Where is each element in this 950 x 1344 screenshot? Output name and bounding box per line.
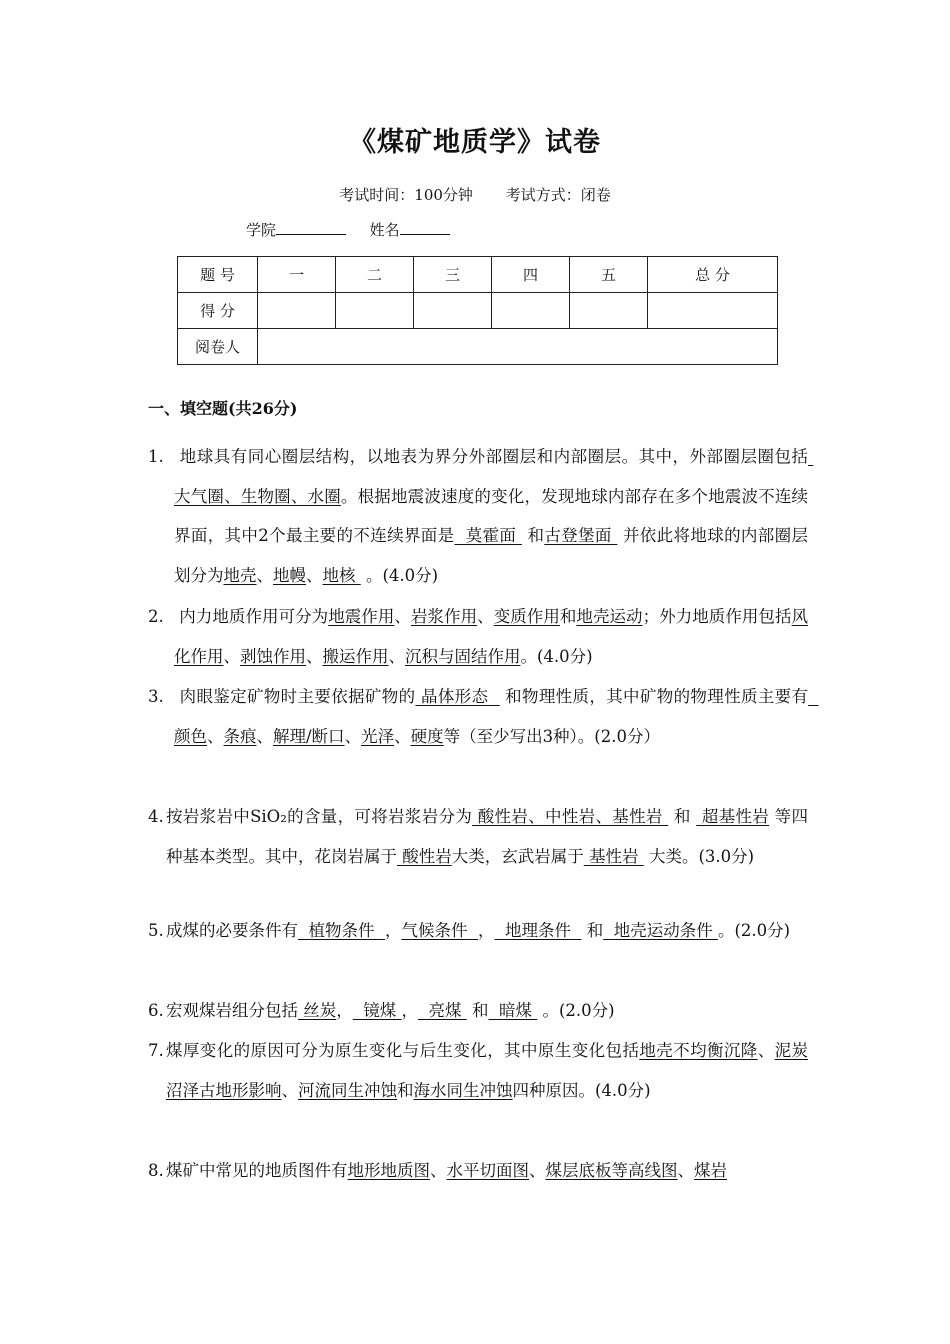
answer-blank[interactable]: 风化作用 xyxy=(174,607,809,666)
question-fragment: 、 xyxy=(207,726,224,746)
answer-blank[interactable]: 岩浆作用 xyxy=(410,607,478,626)
score-cell[interactable] xyxy=(336,293,414,329)
question-fragment: 等四种基本类型。其中，花岗岩属于 xyxy=(166,807,808,866)
answer-blank[interactable]: 地理条件 xyxy=(494,921,582,940)
table-cell: 四 xyxy=(492,257,570,293)
question-fragment: 等（至少写出3种）。(2.0分） xyxy=(443,726,660,746)
question-fragment: 。(4.0分) xyxy=(360,566,439,586)
table-cell: 题 号 xyxy=(178,257,258,293)
answer-blank[interactable]: 莫霍面 xyxy=(454,526,522,546)
answer-blank[interactable]: 酸性岩 xyxy=(397,846,452,866)
question-fragment: 并依此将地球的内部圈层划分为 xyxy=(174,526,808,586)
answer-blank[interactable]: 酸性岩、中性岩、基性岩 xyxy=(472,807,669,826)
question-fragment: 内力地质作用可分为 xyxy=(174,607,329,626)
question-fragment: 和 xyxy=(559,607,577,626)
question-fragment: 、 xyxy=(677,1161,694,1180)
answer-blank[interactable]: 地壳 xyxy=(223,566,257,586)
answer-blank[interactable]: 植物条件 xyxy=(298,921,385,940)
question-fragment: 和 xyxy=(397,1080,414,1100)
table-cell: 五 xyxy=(570,257,648,293)
question-fragment: 、 xyxy=(223,646,240,666)
question-fragment: 、 xyxy=(757,1041,775,1060)
question-text xyxy=(148,1151,808,1191)
question-5 xyxy=(148,911,808,951)
question-fragment: 、 xyxy=(256,566,273,586)
answer-blank[interactable]: 剥蚀作用 xyxy=(240,646,306,666)
section-heading: 一、填空题(共26分) xyxy=(148,399,298,418)
question-text xyxy=(148,991,808,1031)
table-cell: 三 xyxy=(414,257,492,293)
table-row xyxy=(178,257,778,293)
question-fragment: 、 xyxy=(388,646,405,666)
table-cell: 一 xyxy=(258,257,336,293)
question-fragment: 。(2.0分) xyxy=(717,921,791,940)
student-id-line xyxy=(246,219,450,240)
question-6 xyxy=(148,991,808,1031)
question-fragment: 肉眼鉴定矿物时主要依据矿物的 xyxy=(174,687,416,706)
name-label: 姓名 xyxy=(369,221,400,239)
question-fragment: ， xyxy=(401,1001,418,1020)
answer-blank[interactable]: 古登堡面 xyxy=(544,526,618,546)
exam-meta xyxy=(0,184,950,205)
answer-blank[interactable]: 超基性岩 xyxy=(696,807,770,826)
question-number: 8. xyxy=(148,1161,164,1180)
question-text xyxy=(148,1031,808,1110)
question-fragment: 。根据地震波速度的变化，发现地球内部存在多个地震波不连续界面，其中2个最主要的不连续界面是 xyxy=(174,486,809,546)
question-fragment: 成煤的必要条件有 xyxy=(166,921,298,940)
table-row xyxy=(178,293,778,329)
question-3 xyxy=(148,677,819,756)
question-text xyxy=(148,911,808,951)
table-cell: 阅卷人 xyxy=(178,329,258,365)
question-number: 6. xyxy=(148,1001,164,1020)
answer-blank[interactable]: 光泽 xyxy=(361,726,395,746)
answer-blank[interactable]: 煤岩 xyxy=(694,1161,727,1180)
answer-blank[interactable]: 变质作用 xyxy=(493,607,560,626)
question-number: 7. xyxy=(148,1041,164,1060)
question-fragment: 、 xyxy=(430,1161,447,1180)
question-fragment: 和 xyxy=(521,526,545,546)
answer-blank[interactable]: 地形地质图 xyxy=(347,1161,430,1180)
question-fragment: 按岩浆岩中SiO₂的含量，可将岩浆岩分为 xyxy=(166,807,473,826)
question-fragment: ；外力地质作用包括 xyxy=(642,607,792,626)
question-fragment: 、 xyxy=(394,607,411,626)
answer-blank[interactable]: 条痕 xyxy=(223,726,257,746)
question-7 xyxy=(148,1031,808,1110)
question-fragment: 、 xyxy=(529,1161,546,1180)
answer-blank[interactable]: 地幔 xyxy=(273,566,306,586)
question-text xyxy=(148,797,808,876)
score-cell[interactable] xyxy=(492,293,570,329)
answer-blank[interactable]: 搬运作用 xyxy=(322,646,389,666)
question-fragment: 、 xyxy=(306,566,323,586)
question-number: 3. xyxy=(148,687,164,706)
question-fragment: 。(4.0分) xyxy=(520,646,593,666)
question-fragment: 和 xyxy=(581,921,604,940)
exam-mode: 考试方式：闭卷 xyxy=(505,186,611,204)
question-fragment: 大类，玄武岩属于 xyxy=(451,846,584,866)
score-cell[interactable] xyxy=(648,293,778,329)
question-fragment: 地球具有同心圈层结构，以地表为界分外部圈层和内部圈层。其中，外部圈层圈包括 xyxy=(174,447,809,466)
college-blank[interactable] xyxy=(276,220,346,235)
answer-blank[interactable]: 地壳运动 xyxy=(576,607,643,626)
answer-blank[interactable]: 地核 xyxy=(322,566,361,586)
answer-blank[interactable]: 气候条件 xyxy=(401,921,478,940)
answer-blank[interactable]: 海水同生冲蚀 xyxy=(413,1080,513,1100)
answer-blank[interactable]: 水平切面图 xyxy=(446,1161,529,1180)
question-fragment: 煤厚变化的原因可分为原生变化与后生变化，其中原生变化包括 xyxy=(166,1041,640,1060)
question-number: 1. xyxy=(148,447,164,466)
table-row xyxy=(178,329,778,365)
answer-blank[interactable]: 沉积与固结作用 xyxy=(405,646,521,666)
answer-blank[interactable]: 丝炭 xyxy=(298,1001,337,1020)
question-fragment: 、 xyxy=(477,607,494,626)
question-2 xyxy=(148,597,808,676)
question-fragment: ， xyxy=(336,1001,353,1020)
exam-title: 《煤矿地质学》试卷 xyxy=(349,127,601,158)
score-cell[interactable] xyxy=(258,293,336,329)
question-text xyxy=(148,437,814,596)
question-4 xyxy=(148,797,808,876)
answer-blank[interactable]: 亮煤 xyxy=(418,1001,467,1020)
question-fragment: 、 xyxy=(256,726,273,746)
answer-blank[interactable]: 河流同生冲蚀 xyxy=(298,1080,397,1100)
question-fragment: 煤矿中常见的地质图件有 xyxy=(166,1161,348,1180)
question-text xyxy=(148,597,808,676)
question-number: 5. xyxy=(148,921,164,940)
question-fragment: 、 xyxy=(306,646,323,666)
answer-blank[interactable]: 基性岩 xyxy=(583,846,644,866)
answer-blank[interactable]: 大气圈、生物圈、水圈 xyxy=(174,447,814,506)
score-cell[interactable] xyxy=(570,293,648,329)
name-blank[interactable] xyxy=(400,220,450,235)
question-fragment: 四种原因。(4.0分) xyxy=(512,1080,651,1100)
grader-cell[interactable] xyxy=(258,329,778,365)
exam-time: 考试时间：100分钟 xyxy=(339,186,473,204)
question-fragment: 。(2.0分) xyxy=(537,1001,615,1020)
question-fragment: 、 xyxy=(281,1080,298,1100)
score-cell[interactable] xyxy=(414,293,492,329)
answer-blank[interactable]: 煤层底板等高线图 xyxy=(545,1161,678,1180)
question-fragment: 宏观煤岩组分包括 xyxy=(166,1001,298,1020)
answer-blank[interactable]: 硬度 xyxy=(410,726,444,746)
question-1 xyxy=(148,437,814,596)
answer-blank[interactable]: 晶体形态 xyxy=(415,687,500,706)
answer-blank[interactable]: 地壳运动条件 xyxy=(603,921,718,940)
question-fragment: 大类。(3.0分) xyxy=(643,846,755,866)
college-label: 学院 xyxy=(246,221,277,239)
question-fragment: 和 xyxy=(668,807,697,826)
answer-blank[interactable]: 地壳不均衡沉降 xyxy=(639,1041,758,1060)
table-cell: 总 分 xyxy=(648,257,778,293)
question-fragment: 和物理性质，其中矿物的物理性质主要有 xyxy=(499,687,808,706)
question-8 xyxy=(148,1151,808,1191)
answer-blank[interactable]: 镜煤 xyxy=(352,1001,402,1020)
table-cell: 二 xyxy=(336,257,414,293)
question-fragment: 、 xyxy=(394,726,411,746)
question-fragment: 和 xyxy=(466,1001,489,1020)
answer-blank[interactable]: 颜色 xyxy=(174,687,819,746)
answer-blank[interactable]: 地震作用 xyxy=(328,607,395,626)
table-cell: 得 分 xyxy=(178,293,258,329)
question-fragment: ， xyxy=(477,921,495,940)
question-fragment: ， xyxy=(384,921,402,940)
question-number: 2. xyxy=(148,607,164,626)
score-table xyxy=(177,256,778,365)
answer-blank[interactable]: 泥炭沼泽古地形影响 xyxy=(166,1041,809,1100)
question-text xyxy=(148,677,819,756)
answer-blank[interactable]: 暗煤 xyxy=(488,1001,538,1020)
question-fragment: 、 xyxy=(344,726,362,746)
question-number: 4. xyxy=(148,807,164,826)
answer-blank[interactable]: 解理/断口 xyxy=(273,726,345,746)
